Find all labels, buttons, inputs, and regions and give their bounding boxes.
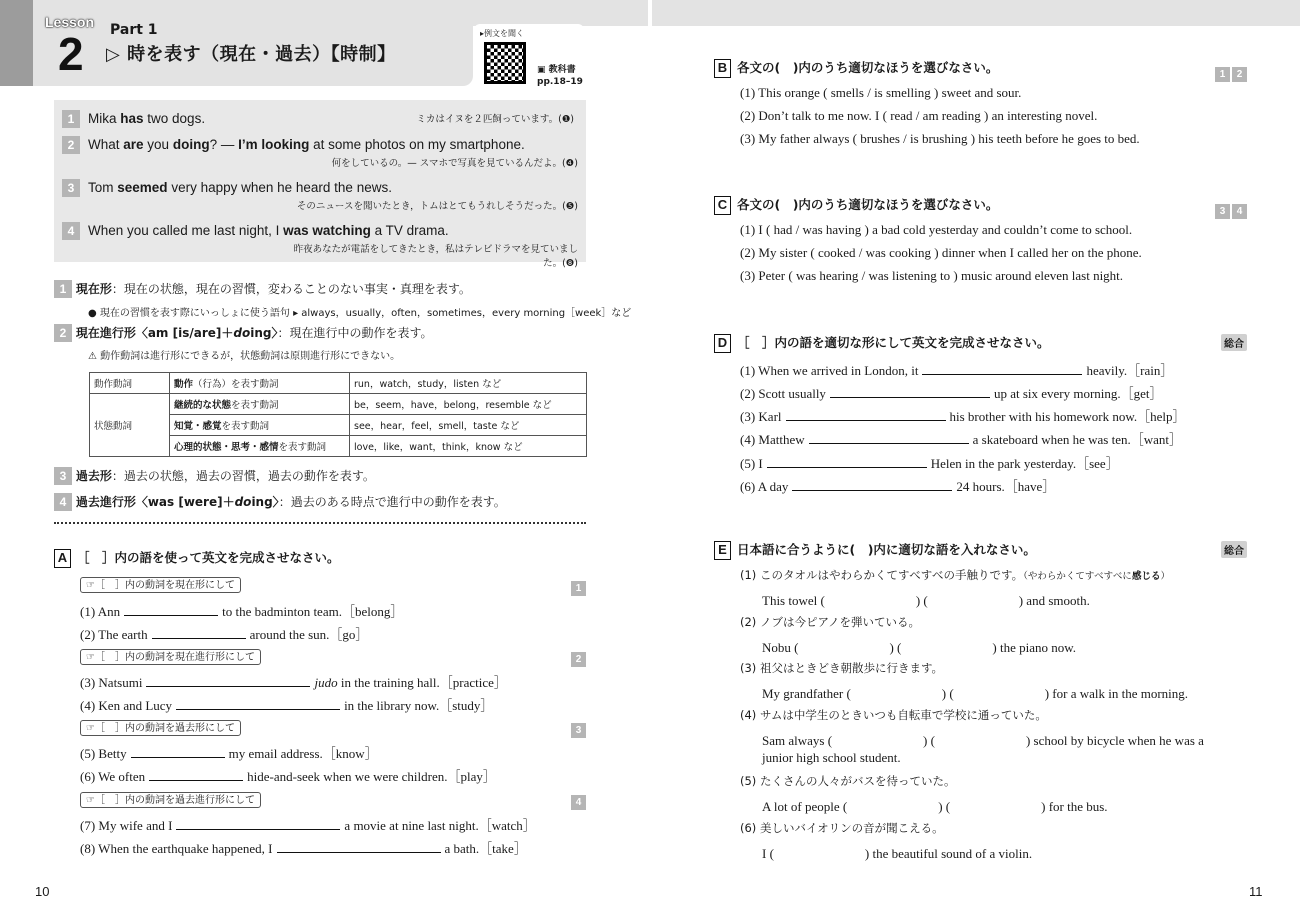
textbook-icon: ▣ [537, 65, 546, 75]
grammar-num: 2 [54, 324, 72, 342]
answer-blank[interactable] [131, 745, 225, 758]
grammar-num: 4 [54, 493, 72, 511]
section-letter: B [714, 59, 731, 78]
question-a5 [80, 743, 378, 762]
lesson-title: ▷ 時を表す（現在・過去）【時制】 [106, 44, 396, 65]
instruction-box: ☞［ ］内の動詞を現在進行形にして [80, 649, 261, 665]
table-cell: love，like，want，think，know など [350, 436, 587, 457]
example-number: 1 [62, 110, 80, 128]
section-divider [54, 522, 586, 524]
qr-caption: ▸例文を聞く [480, 29, 525, 38]
question-d2 [740, 383, 1163, 402]
example-sentence [62, 108, 578, 128]
table-cell: run，watch，study，listen など [350, 373, 587, 394]
point-tags [1213, 62, 1247, 82]
table-cell: 知覚・感覚を表す動詞 [170, 415, 350, 436]
section-letter: E [714, 541, 731, 560]
question-e-english: This towel ( ) ( ) and smooth. [762, 593, 1090, 608]
question-e-english: A lot of people ( ) ( ) for the bus. [762, 799, 1108, 814]
section-letter: C [714, 196, 731, 215]
table-cell: see，hear，feel，smell，taste など [350, 415, 587, 436]
question-e-english: Sam always ( ) ( ) school by bicycle when he was a [762, 733, 1204, 748]
question-text: a skateboard when he was ten.［want］ [972, 432, 1183, 447]
left-page-number: 10 [35, 884, 50, 899]
textbook-ref [537, 64, 583, 88]
point-tag [569, 718, 586, 738]
answer-blank[interactable] [786, 408, 946, 421]
question-e-english: I ( ) the beautiful sound of a violin. [762, 846, 1033, 861]
answer-blank[interactable] [767, 455, 927, 468]
question-e-japanese [740, 820, 944, 836]
grammar-num: 1 [54, 280, 72, 298]
table-cell: 継続的な状態を表す動詞 [170, 394, 350, 415]
example-english: When you called me last night, I was watching a TV drama. [88, 223, 449, 238]
answer-blank[interactable] [176, 697, 340, 710]
question-e4-continued: junior high school student. [762, 750, 901, 765]
grammar-text: 過去進行形〈was [were]＋doing〉：過去のある時点で進行中の動作を表す。 [75, 495, 506, 509]
question-text: (4) Ken and Lucy [80, 698, 173, 713]
question-a1 [80, 601, 403, 620]
question-text: (2) The earth [80, 627, 148, 642]
question-text: (5) たくさんの人々がバスを待っていた。 [740, 774, 956, 788]
question-text: (8) When the earthquake happened, I [80, 841, 273, 856]
right-top-bar [652, 0, 1300, 26]
question-e-japanese [740, 567, 1170, 583]
question-text: his brother with his homework now.［help］ [949, 409, 1186, 424]
point-number: 4 [571, 795, 586, 810]
answer-blank[interactable] [277, 840, 441, 853]
answer-blank[interactable] [792, 478, 952, 491]
table-row [90, 373, 587, 394]
lesson-tab [0, 0, 33, 86]
grammar-note-1: ● 現在の習慣を表す際にいっしょに使う語句 ▸ always，usually，often，sometimes，every morning［week］など [88, 308, 632, 319]
textbook-label: 教科書 [548, 65, 576, 75]
point-number: 1 [571, 581, 586, 596]
table-cell: be，seem，have，belong，resemble など [350, 394, 587, 415]
question-text: (4) サムは中学生のときいつも自転車で学校に通っていた。 [740, 708, 1047, 722]
example-japanese: ミカはイヌを２匹飼っています。(❶) [416, 114, 574, 125]
point-tags [1213, 199, 1247, 219]
question-italic: judo [314, 675, 338, 690]
question-text: (5) Betty [80, 746, 127, 761]
section-letter: A [54, 549, 71, 568]
point-tag [569, 576, 586, 596]
question-d5 [740, 453, 1119, 472]
question-d1 [740, 360, 1173, 379]
question-text: (2) Scott usually [740, 386, 826, 401]
section-title: ［ ］内の語を使って英文を完成させなさい。 [77, 550, 340, 565]
answer-blank[interactable] [146, 674, 310, 687]
example-number: 4 [62, 222, 80, 240]
question-text: in the training hall.［practice］ [340, 675, 507, 690]
answer-blank[interactable] [152, 626, 246, 639]
instruction-box: ☞［ ］内の動詞を過去形にして [80, 720, 241, 736]
section-a-header [54, 548, 340, 568]
review-tag: 総合 [1221, 334, 1247, 351]
question-e-japanese [740, 773, 955, 789]
question-text: (2) ノブは今ピアノを弾いている。 [740, 615, 921, 629]
grammar-point-2 [54, 324, 433, 342]
point-number: 2 [1232, 67, 1247, 82]
section-title: 各文の( )内のうち適切なほうを選びなさい。 [737, 60, 999, 75]
example-japanese: 何をしているの。— スマホで写真を見ているんだよ。(❹) [331, 158, 578, 169]
question-text: 24 hours.［have］ [956, 479, 1056, 494]
question-e-japanese [740, 660, 943, 676]
point-tag [569, 647, 586, 667]
question-text: heavily.［rain］ [1086, 363, 1174, 378]
table-cell: 動作動詞 [90, 373, 170, 394]
question-text: up at six every morning.［get］ [993, 386, 1163, 401]
example-sentence [62, 177, 578, 212]
question-b2: (2) Don’t talk to me now. I ( read / am reading ) an interesting novel. [740, 108, 1098, 123]
table-row [90, 394, 587, 415]
question-b3: (3) My father always ( brushes / is brushing ) his teeth before he goes to bed. [740, 131, 1140, 146]
question-text: a bath.［take］ [444, 841, 527, 856]
question-d3 [740, 406, 1186, 425]
question-text: my email address.［know］ [228, 746, 378, 761]
review-tag: 総合 [1221, 541, 1247, 558]
grammar-point-4 [54, 493, 506, 511]
section-title: ［ ］内の語を適切な形にして英文を完成させなさい。 [737, 335, 1050, 350]
example-english: What are you doing? — I’m looking at some photos on my smartphone. [88, 137, 525, 152]
instruction-box: ☞［ ］内の動詞を過去進行形にして [80, 792, 261, 808]
question-text: (6) A day [740, 479, 789, 494]
question-text: (6) 美しいバイオリンの音が聞こえる。 [740, 821, 944, 835]
question-c1: (1) I ( had / was having ) a bad cold yesterday and couldn’t come to school. [740, 222, 1133, 237]
instruction-box: ☞［ ］内の動詞を現在形にして [80, 577, 241, 593]
question-text: in the library now.［study］ [344, 698, 494, 713]
grammar-point-3 [54, 467, 375, 485]
question-e-english: Nobu ( ) ( ) the piano now. [762, 640, 1077, 655]
example-number: 2 [62, 136, 80, 154]
example-sentence [62, 134, 578, 169]
example-english: Mika has two dogs. [88, 111, 206, 126]
section-letter: D [714, 334, 731, 353]
question-text: (3) Natsumi [80, 675, 143, 690]
question-text: Helen in the park yesterday.［see］ [930, 456, 1119, 471]
question-text: around the sun.［go］ [249, 627, 369, 642]
section-e-header [714, 540, 1036, 560]
question-text: (1) Ann [80, 604, 121, 619]
question-text: (4) Matthew [740, 432, 805, 447]
question-text: (3) 祖父はときどき朝散歩に行きます。 [740, 661, 944, 675]
question-c2: (2) My sister ( cooked / was cooking ) dinner when I called her on the phone. [740, 245, 1142, 260]
section-title: 各文の( )内のうち適切なほうを選びなさい。 [737, 197, 999, 212]
question-a4 [80, 695, 493, 714]
example-number: 3 [62, 179, 80, 197]
question-hint: （やわらかくてすべすべに感じる） [1023, 571, 1170, 582]
textbook-pages: pp.18–19 [537, 77, 583, 87]
question-text: to the badminton team.［belong］ [222, 604, 404, 619]
question-text: (1) When we arrived in London, it [740, 363, 919, 378]
grammar-num: 3 [54, 467, 72, 485]
question-text: (7) My wife and I [80, 818, 173, 833]
part-label: Part 1 [110, 22, 158, 38]
question-a7 [80, 815, 536, 834]
question-a3 [80, 672, 507, 691]
grammar-point-1 [54, 280, 471, 298]
question-e-english: My grandfather ( ) ( ) for a walk in the morning. [762, 686, 1189, 701]
example-sentence [62, 220, 578, 269]
section-c-header [714, 195, 998, 215]
question-d4 [740, 429, 1182, 448]
answer-blank[interactable] [809, 431, 969, 444]
point-number: 1 [1215, 67, 1230, 82]
point-number: 2 [571, 652, 586, 667]
section-title: 日本語に合うように( )内に適切な語を入れなさい。 [737, 542, 1036, 557]
section-b-header [714, 58, 998, 78]
answer-blank[interactable] [149, 768, 243, 781]
question-text: (3) Karl [740, 409, 782, 424]
question-e-japanese [740, 707, 1047, 723]
answer-blank[interactable] [830, 385, 990, 398]
grammar-text: 現在形：現在の状態，現在の習慣，変わることのない事実・真理を表す。 [75, 282, 471, 296]
question-a2 [80, 624, 368, 643]
grammar-text: 過去形：過去の状態，過去の習慣，過去の動作を表す。 [75, 469, 375, 483]
point-number: 3 [1215, 204, 1230, 219]
answer-blank[interactable] [124, 603, 218, 616]
point-tag [569, 790, 586, 810]
question-a8 [80, 838, 527, 857]
grammar-note-2: ⚠ 動作動詞は進行形にできるが，状態動詞は原則進行形にできない。 [88, 351, 401, 362]
table-cell: 動作（行為）を表す動詞 [170, 373, 350, 394]
question-text: hide-and-seek when we were children.［play］ [247, 769, 496, 784]
question-e-japanese [740, 614, 920, 630]
question-c3: (3) Peter ( was hearing / was listening to ) music around eleven last night. [740, 268, 1124, 283]
example-english: Tom seemed very happy when he heard the news. [88, 180, 392, 195]
answer-blank[interactable] [176, 817, 340, 830]
question-b1: (1) This orange ( smells / is smelling ) sweet and sour. [740, 85, 1022, 100]
qr-code-icon[interactable] [484, 42, 526, 84]
lesson-number: 2 [58, 28, 84, 80]
question-text: (6) We often [80, 769, 146, 784]
table-cell: 心理的状態・思考・感情を表す動詞 [170, 436, 350, 457]
example-japanese: 昨夜あなたが電話をしてきたとき，私はテレビドラマを見ていました。(❽) [293, 244, 578, 269]
point-number: 3 [571, 723, 586, 738]
right-page-number: 11 [1249, 884, 1263, 899]
question-text: (1) このタオルはやわらかくてすべすべの手触りです。 [740, 568, 1024, 582]
question-text: (5) I [740, 456, 763, 471]
section-d-header [714, 333, 1050, 353]
question-a6 [80, 766, 496, 785]
answer-blank[interactable] [922, 362, 1082, 375]
question-d6 [740, 476, 1055, 495]
question-text: a movie at nine last night.［watch］ [344, 818, 536, 833]
example-japanese: そのニュースを聞いたとき，トムはとてもうれしそうだった。(❺) [296, 201, 578, 212]
table-cell: 状態動詞 [90, 394, 170, 457]
lesson-label: Lesson [45, 14, 95, 30]
point-number: 4 [1232, 204, 1247, 219]
grammar-text: 現在進行形〈am [is/are]＋doing〉：現在進行中の動作を表す。 [75, 326, 433, 340]
verb-type-table [89, 372, 587, 457]
